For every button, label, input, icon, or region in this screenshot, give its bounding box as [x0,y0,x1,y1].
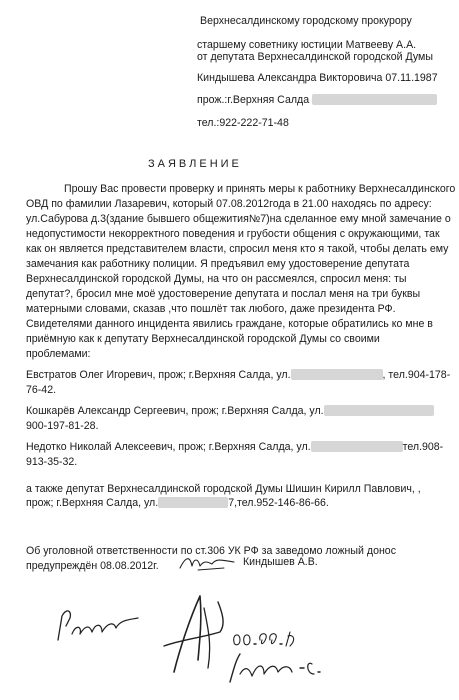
body-line: Свидетелями данного инцидента явились граждане, которые обратились ко мне в [26,318,433,330]
body-line: депутат?, бросил мне моё удостоверение депутата и послал меня на три буквы [26,288,421,300]
addressee-line-1: Верхнесалдинскому городскому прокурору [200,15,412,27]
body-line: приёмную как к депутату Верхнесалдинской городской Думы со своими [26,333,380,345]
witness-2-line-2: 900-197-81-28. [26,420,99,432]
witness-signature [226,650,326,686]
body-line: матерными словами, сказав ,что пошлёт так любого, даже президента РФ. [26,303,396,315]
redacted-address [312,94,437,105]
redacted-address [291,369,383,380]
witness-3-line-2: 913-35-32. [26,456,78,468]
deputy-line-1: а также депутат Верхнесалдинской городской Думы Шишин Кирилл Павлович, , [26,483,421,495]
deputy-address-prefix: прож; г.Верхняя Салда, ул. [26,497,159,509]
body-line: ул.Сабурова д.3(здание бывшего общежития№7)на сделанное ему мной замечание о [26,213,451,225]
sender-phone: тел.:922-222-71-48 [197,117,289,129]
from-line: от депутата Верхнесалдинской городской Думы [197,51,433,63]
body-line: ОВД по фамилии Лазаревич, который 07.08.2012года в 21.00 находясь по адресу: [26,198,432,210]
body-line: Верхнесалдинской городской Думы, на что он рассмеялся, спросил меня: ты [26,273,407,285]
witness-2-text: Кошкарёв Александр Сергеевич, прож; г.Верхняя Салда, ул. [26,405,324,417]
body-line: недопустимости некорректного поведения и грубости общения с окружающими, так [26,228,440,240]
witness-1-line-1 [26,369,450,381]
witness-1-phone: , тел.904-178- [382,369,451,381]
deputy-phone: 7,тел.952-146-86-66. [228,497,329,509]
witness-1-text: Евстратов Олег Игоревич, прож; г.Верхняя Салда, ул. [26,369,291,381]
deputy-line-2 [26,497,329,509]
witness-3-text: Недотко Николай Алексеевич, прож; г.Верхняя Салда, ул. [26,441,311,453]
redacted-address [158,497,228,508]
addressee-line-2: старшему советнику юстиции Матвееву А.А. [197,39,417,51]
address-prefix: прож.:г.Верхняя Салда [197,94,310,106]
handwritten-note [52,604,142,644]
witness-2-line-1 [26,405,434,417]
sender-name: Киндышева Александра Викторовича 07.11.1987 [197,72,438,84]
liability-line-1: Об уголовной ответственности по ст.306 УК РФ за заведомо ложный донос [26,545,396,557]
body-line: Прошу Вас провести проверку и принять меры к работнику Верхнесалдинского [64,183,456,195]
document-title: ЗАЯВЛЕНИЕ [148,158,242,170]
body-line: как он является представителем власти, спросил меня кто я такой, чтобы делать ему [26,243,449,255]
signer-name: Киндышев А.В. [243,556,318,568]
liability-line-2: предупреждён 08.08.2012г. [26,560,159,572]
witness-3-phone: тел.908- [402,441,444,453]
witness-3-line-1 [26,441,443,453]
handwritten-date [230,628,300,652]
redacted-address [311,441,403,452]
body-line: проблемами: [26,348,91,360]
sender-address [197,94,437,106]
applicant-signature-small [178,552,238,574]
witness-1-line-2: 76-42. [26,384,57,396]
body-line: замечания как работнику полиции. Я предъявил ему удостоверение депутата [26,258,410,270]
redacted-address [324,405,434,416]
